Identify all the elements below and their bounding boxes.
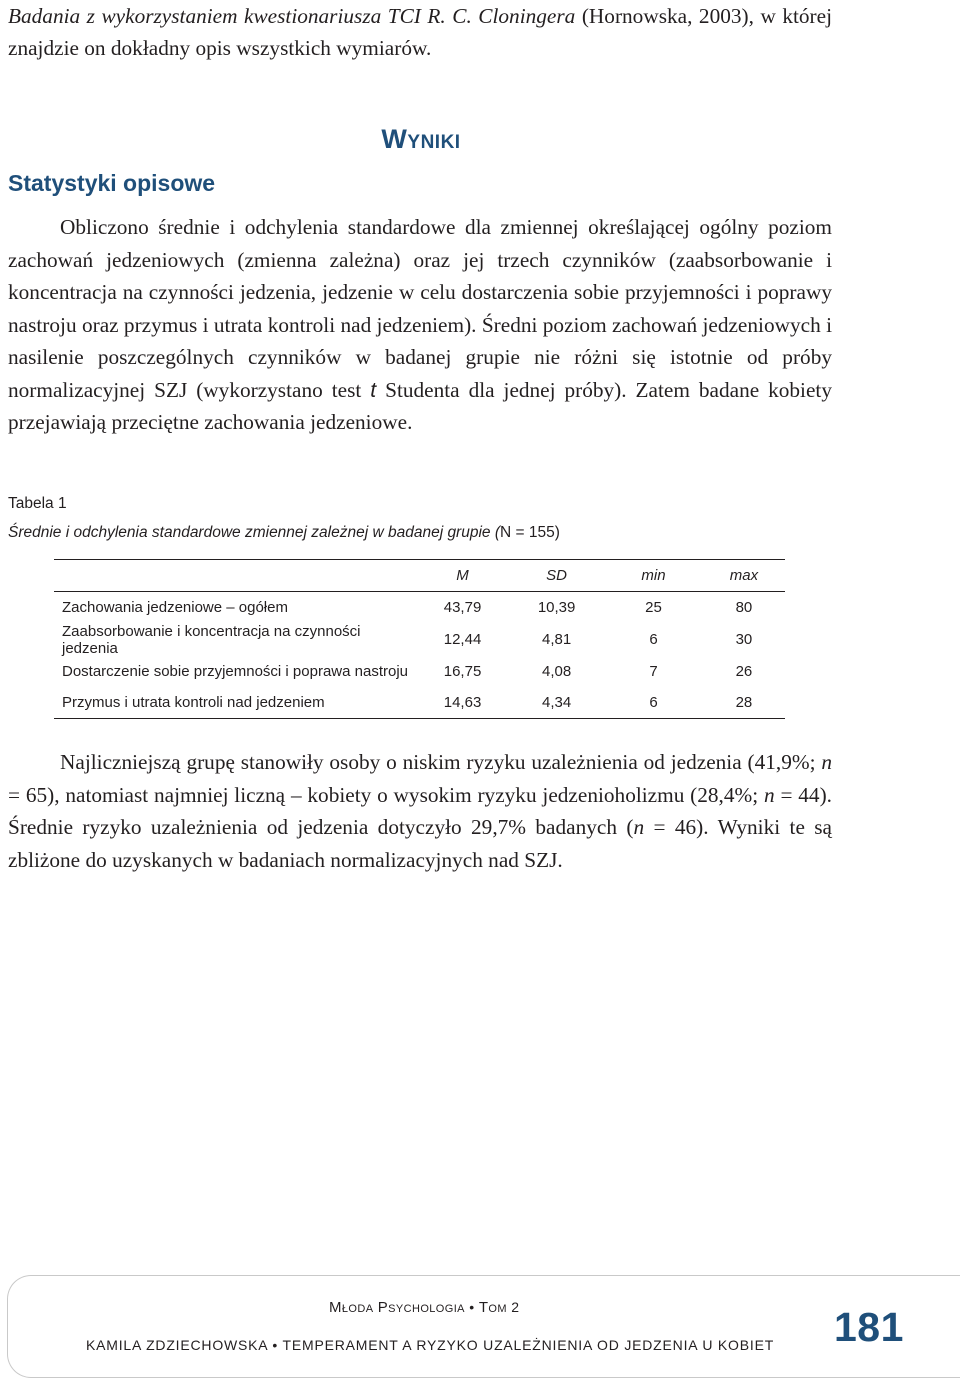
- table-header-sd: SD: [509, 560, 604, 592]
- table-row: [54, 623, 785, 657]
- row-label: Dostarczenie sobie przyjemności i poprawa nastroju: [62, 663, 408, 681]
- journal-m-rest: ŁODA: [341, 1303, 374, 1315]
- journal-p: P: [377, 1299, 389, 1316]
- journal-volume: 2: [506, 1299, 520, 1315]
- subsection-title: Statystyki opisowe: [8, 170, 216, 196]
- results-paragraph: [8, 211, 832, 439]
- intro-paragraph: [8, 0, 832, 64]
- row-max: 30: [735, 631, 753, 648]
- row-label: Przymus i utrata kontroli nad jedzeniem: [62, 693, 325, 711]
- row-min: 7: [649, 663, 658, 681]
- row-min: 25: [645, 598, 662, 616]
- summary-text-2: = 65), natomiast najmniej liczną – kobiety o wysokim ryzyku jedzenioholizmu (28,4%;: [8, 782, 764, 807]
- results-t-symbol: t: [370, 377, 377, 402]
- table-label: Tabela 1: [8, 495, 67, 512]
- row-label: Zaabsorbowanie i koncentracja na czynności jedzenia: [62, 622, 361, 657]
- journal-t-rest: OM: [488, 1303, 507, 1315]
- journal-separator: •: [464, 1299, 479, 1315]
- row-sd: 10,39: [537, 598, 576, 616]
- intro-text: (Hornowska, 2003), w której znajdzie on dokładny opis wszystkich wymiarów.: [8, 4, 832, 60]
- table-caption-n: N = 155): [500, 524, 560, 541]
- table-row: [54, 687, 785, 718]
- row-min: 6: [649, 693, 658, 711]
- row-mean: 12,44: [443, 631, 482, 648]
- intro-italic-text: Badania z wykorzystaniem kwestionariusza TCI R. C. Cloningera: [8, 4, 576, 28]
- row-sd: 4,81: [541, 631, 572, 648]
- summary-text-4: = 46). Wyniki te są zbliżone do uzyskanych w badaniach normalizacyjnych nad SZJ.: [8, 815, 833, 872]
- table-caption: [8, 524, 560, 542]
- journal-m: M: [329, 1299, 342, 1316]
- row-mean: 14,63: [443, 693, 482, 711]
- table-header-label: [54, 560, 416, 592]
- table-header-max: max: [703, 560, 785, 592]
- table-caption-text: Średnie i odchylenia standardowe zmiennej zależnej w badanej grupie (: [8, 524, 500, 541]
- journal-p-rest: SYCHOLOGIA: [388, 1303, 465, 1315]
- table-header-min: min: [604, 560, 703, 592]
- table-header-row: [54, 560, 785, 592]
- summary-n-symbol: n: [821, 750, 832, 774]
- article-running-head: KAMILA ZDZIECHOWSKA • TEMPERAMENT A RYZYKO UZALEŻNIENIA OD JEDZENIA U KOBIET: [86, 1337, 775, 1353]
- descriptive-stats-table: [54, 559, 785, 719]
- table-row: [54, 592, 785, 623]
- summary-text-1: Najliczniejszą grupę stanowiły osoby o niskim ryzyku uzależnienia od jedzenia (41,9%;: [60, 750, 822, 774]
- section-title-initial: W: [381, 124, 408, 154]
- row-label: Zachowania jedzeniowe – ogółem: [62, 598, 288, 616]
- section-title-rest: YNIKI: [407, 132, 461, 153]
- journal-t: T: [478, 1299, 489, 1316]
- summary-text-3: = 44). Średnie ryzyko uzależnienia od jedzenia dotyczyło 29,7% badanych (: [8, 782, 832, 839]
- summary-n-symbol: n: [763, 782, 775, 807]
- summary-paragraph: [8, 746, 832, 876]
- row-min: 6: [649, 631, 658, 648]
- row-sd: 4,08: [541, 663, 572, 681]
- row-max: 28: [735, 693, 753, 711]
- footer-box: [7, 1275, 960, 1378]
- row-mean: 16,75: [443, 663, 482, 681]
- page-number: 181: [834, 1304, 904, 1350]
- section-title: [0, 124, 842, 155]
- summary-n-symbol: n: [633, 815, 645, 839]
- row-max: 26: [735, 663, 753, 681]
- journal-name: [329, 1299, 519, 1316]
- row-max: 80: [735, 598, 753, 616]
- results-text-1: Obliczono średnie i odchylenia standardowe dla zmiennej określającej ogólny poziom zachowań jedzeniowych (zmienna zależna) oraz jej trzech czynników (zaabsorbowanie i koncentracja na czynności jedzenia, jedzenie w celu dostarczenia sobie przyjemności i poprawy nastroju oraz przymus i utrata kontroli nad jedzeniem). Średni poziom zachowań jedzeniowych i nasilenie poszczególnych czynników w badanej grupie nie różni się istotnie od próby normalizacyjnej SZJ (wykorzystano test: [8, 215, 832, 402]
- table-row: [54, 657, 785, 688]
- table-header-mean: M: [416, 560, 509, 592]
- row-mean: 43,79: [443, 598, 482, 616]
- row-sd: 4,34: [541, 693, 572, 711]
- results-text-2: Studenta dla jednej próby). Zatem badane kobiety przejawiają przeciętne zachowania jedzeniowe.: [8, 377, 832, 434]
